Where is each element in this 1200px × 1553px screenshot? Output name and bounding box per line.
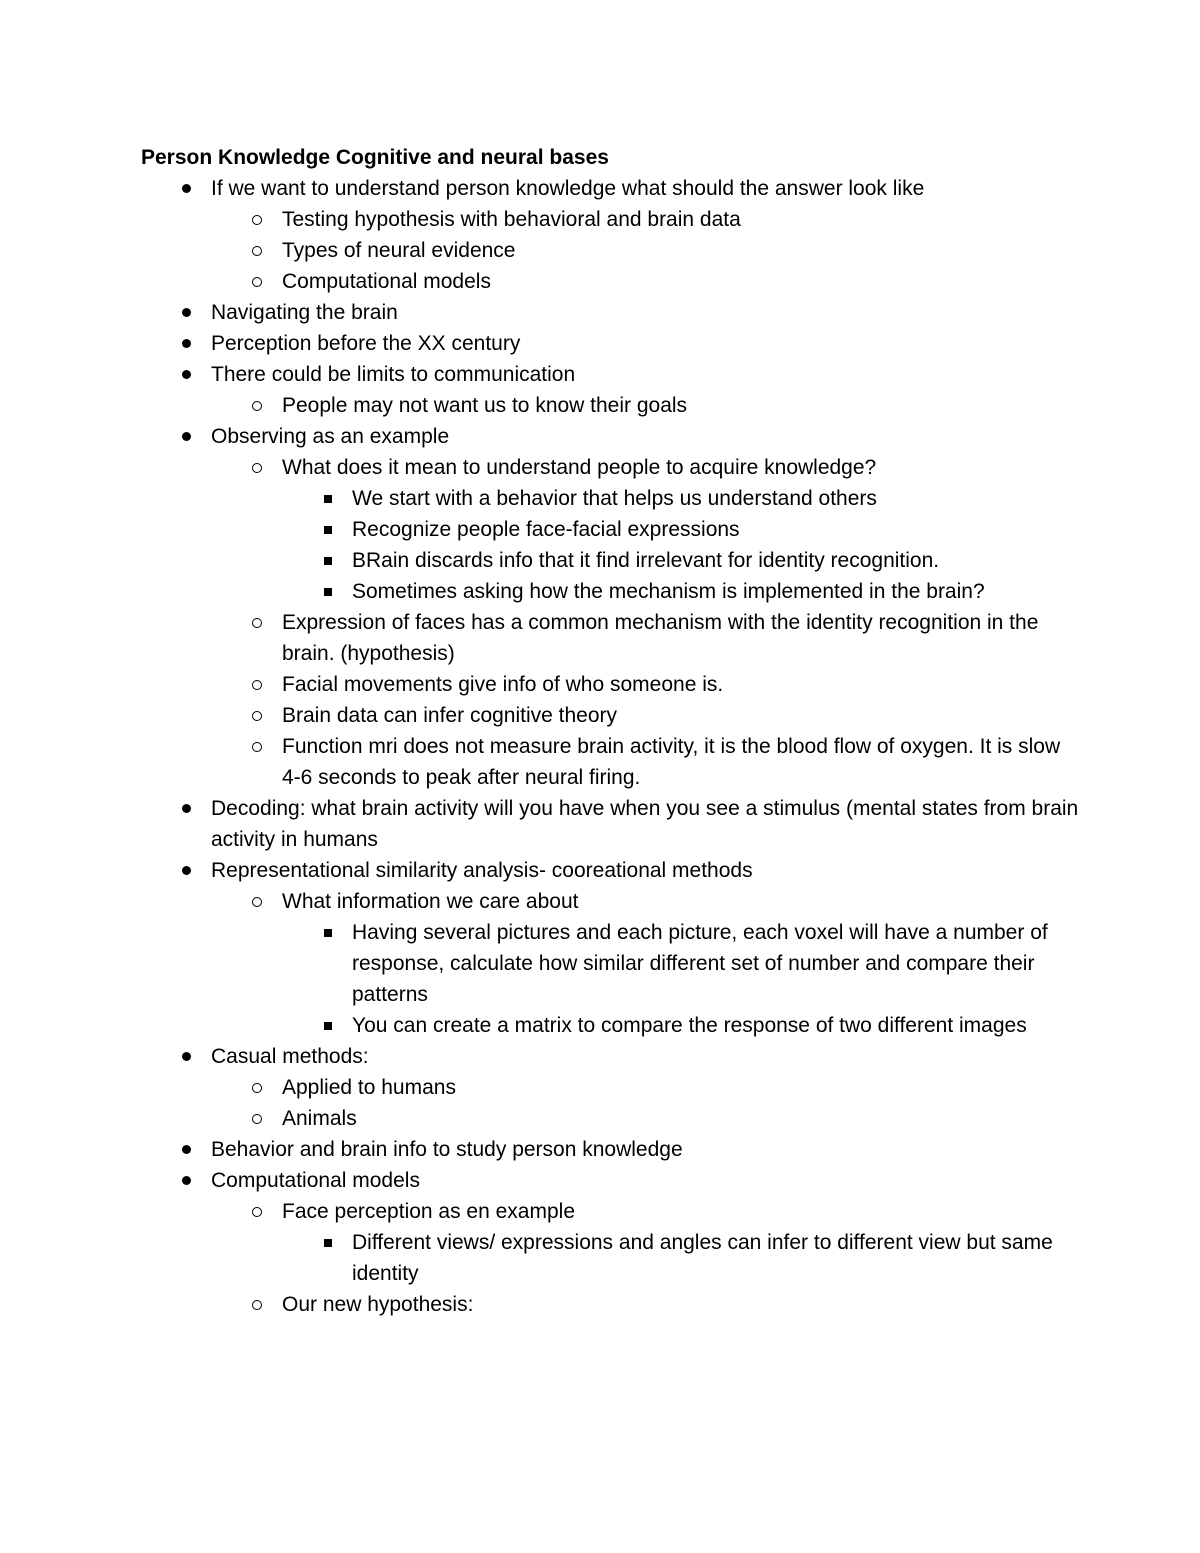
list-item-text: Expression of faces has a common mechanism with the identity recognition in the brain. (hypothesis): [282, 611, 1039, 665]
list-item-text: Animals: [282, 1107, 357, 1130]
filled-square-bullet-icon: [324, 557, 332, 565]
filled-circle-bullet-icon: [182, 866, 191, 875]
list-item-level-2: [141, 235, 1081, 266]
list-item-level-1: [141, 793, 1081, 855]
list-item-level-2: [141, 607, 1081, 669]
list-item-text: Representational similarity analysis- cooreational methods: [211, 859, 753, 882]
list-item-level-3: [141, 545, 1081, 576]
filled-circle-bullet-icon: [182, 804, 191, 813]
list-item-level-1: [141, 359, 1081, 390]
list-item-level-3: [141, 917, 1081, 1010]
list-item-text: There could be limits to communication: [211, 363, 576, 386]
list-item-level-2: [141, 390, 1081, 421]
list-item-text: Behavior and brain info to study person knowledge: [211, 1138, 683, 1161]
list-item-text: Recognize people face-facial expressions: [352, 518, 740, 541]
list-item-text: BRain discards info that it find irrelevant for identity recognition.: [352, 549, 940, 572]
document-content: [141, 142, 1081, 1320]
filled-circle-bullet-icon: [182, 432, 191, 441]
filled-circle-bullet-icon: [182, 339, 191, 348]
list-item-text: Facial movements give info of who someone is.: [282, 673, 724, 696]
list-item-text: Face perception as en example: [282, 1200, 576, 1223]
hollow-circle-bullet-icon: [252, 277, 262, 287]
list-item-level-1: [141, 1165, 1081, 1196]
list-item-text: What information we care about: [282, 890, 579, 913]
list-item-text: People may not want us to know their goals: [282, 394, 688, 417]
list-item-text: Brain data can infer cognitive theory: [282, 704, 618, 727]
hollow-circle-bullet-icon: [252, 463, 262, 473]
filled-circle-bullet-icon: [182, 1176, 191, 1185]
list-item-level-1: [141, 1041, 1081, 1072]
list-item-text: Having several pictures and each picture, each voxel will have a number of response, calculate how similar different set of number and compare their patterns: [352, 921, 1048, 1006]
filled-square-bullet-icon: [324, 526, 332, 534]
list-item-level-2: [141, 1289, 1081, 1320]
list-item-level-2: [141, 204, 1081, 235]
list-item-level-2: [141, 700, 1081, 731]
list-item-text: If we want to understand person knowledge what should the answer look like: [211, 177, 925, 200]
list-item-level-1: [141, 855, 1081, 886]
filled-circle-bullet-icon: [182, 1052, 191, 1061]
list-item-level-1: [141, 1134, 1081, 1165]
list-item-level-1: [141, 421, 1081, 452]
list-item-text: Function mri does not measure brain activity, it is the blood flow of oxygen. It is slow 4-6 seconds to peak after neural firing.: [282, 735, 1061, 789]
list-item-level-1: [141, 297, 1081, 328]
hollow-circle-bullet-icon: [252, 1114, 262, 1124]
list-item-level-2: [141, 1072, 1081, 1103]
hollow-circle-bullet-icon: [252, 215, 262, 225]
hollow-circle-bullet-icon: [252, 618, 262, 628]
hollow-circle-bullet-icon: [252, 711, 262, 721]
filled-square-bullet-icon: [324, 588, 332, 596]
list-item-text: What does it mean to understand people to acquire knowledge?: [282, 456, 877, 479]
list-item-level-3: [141, 576, 1081, 607]
filled-square-bullet-icon: [324, 1022, 332, 1030]
hollow-circle-bullet-icon: [252, 246, 262, 256]
list-item-text: Computational models: [211, 1169, 420, 1192]
list-item-text: Testing hypothesis with behavioral and brain data: [282, 208, 741, 231]
list-item-level-3: [141, 514, 1081, 545]
bullet-outline: [141, 173, 1081, 1320]
hollow-circle-bullet-icon: [252, 1083, 262, 1093]
filled-square-bullet-icon: [324, 929, 332, 937]
list-item-text: Sometimes asking how the mechanism is implemented in the brain?: [352, 580, 985, 603]
list-item-text: Applied to humans: [282, 1076, 456, 1099]
list-item-level-2: [141, 266, 1081, 297]
list-item-text: Perception before the XX century: [211, 332, 521, 355]
list-item-text: Types of neural evidence: [282, 239, 516, 262]
list-item-text: Decoding: what brain activity will you have when you see a stimulus (mental states from brain activity in humans: [211, 797, 1079, 851]
list-item-level-1: [141, 328, 1081, 359]
hollow-circle-bullet-icon: [252, 742, 262, 752]
list-item-text: Our new hypothesis:: [282, 1293, 474, 1316]
list-item-level-2: [141, 886, 1081, 917]
list-item-level-2: [141, 669, 1081, 700]
list-item-level-3: [141, 1010, 1081, 1041]
list-item-text: Casual methods:: [211, 1045, 369, 1068]
hollow-circle-bullet-icon: [252, 1207, 262, 1217]
list-item-level-2: [141, 1103, 1081, 1134]
list-item-level-2: [141, 452, 1081, 483]
list-item-text: Computational models: [282, 270, 491, 293]
filled-square-bullet-icon: [324, 495, 332, 503]
hollow-circle-bullet-icon: [252, 897, 262, 907]
list-item-level-3: [141, 1227, 1081, 1289]
filled-circle-bullet-icon: [182, 370, 191, 379]
filled-circle-bullet-icon: [182, 1145, 191, 1154]
list-item-level-1: [141, 173, 1081, 204]
document-title: Person Knowledge Cognitive and neural bases: [141, 146, 609, 169]
filled-circle-bullet-icon: [182, 184, 191, 193]
hollow-circle-bullet-icon: [252, 680, 262, 690]
hollow-circle-bullet-icon: [252, 1300, 262, 1310]
list-item-text: We start with a behavior that helps us understand others: [352, 487, 877, 510]
hollow-circle-bullet-icon: [252, 401, 262, 411]
list-item-text: Observing as an example: [211, 425, 450, 448]
list-item-level-2: [141, 731, 1081, 793]
filled-circle-bullet-icon: [182, 308, 191, 317]
list-item-text: You can create a matrix to compare the response of two different images: [352, 1014, 1027, 1037]
list-item-text: Different views/ expressions and angles can infer to different view but same identity: [352, 1231, 1053, 1285]
filled-square-bullet-icon: [324, 1239, 332, 1247]
list-item-level-2: [141, 1196, 1081, 1227]
list-item-text: Navigating the brain: [211, 301, 398, 324]
list-item-level-3: [141, 483, 1081, 514]
